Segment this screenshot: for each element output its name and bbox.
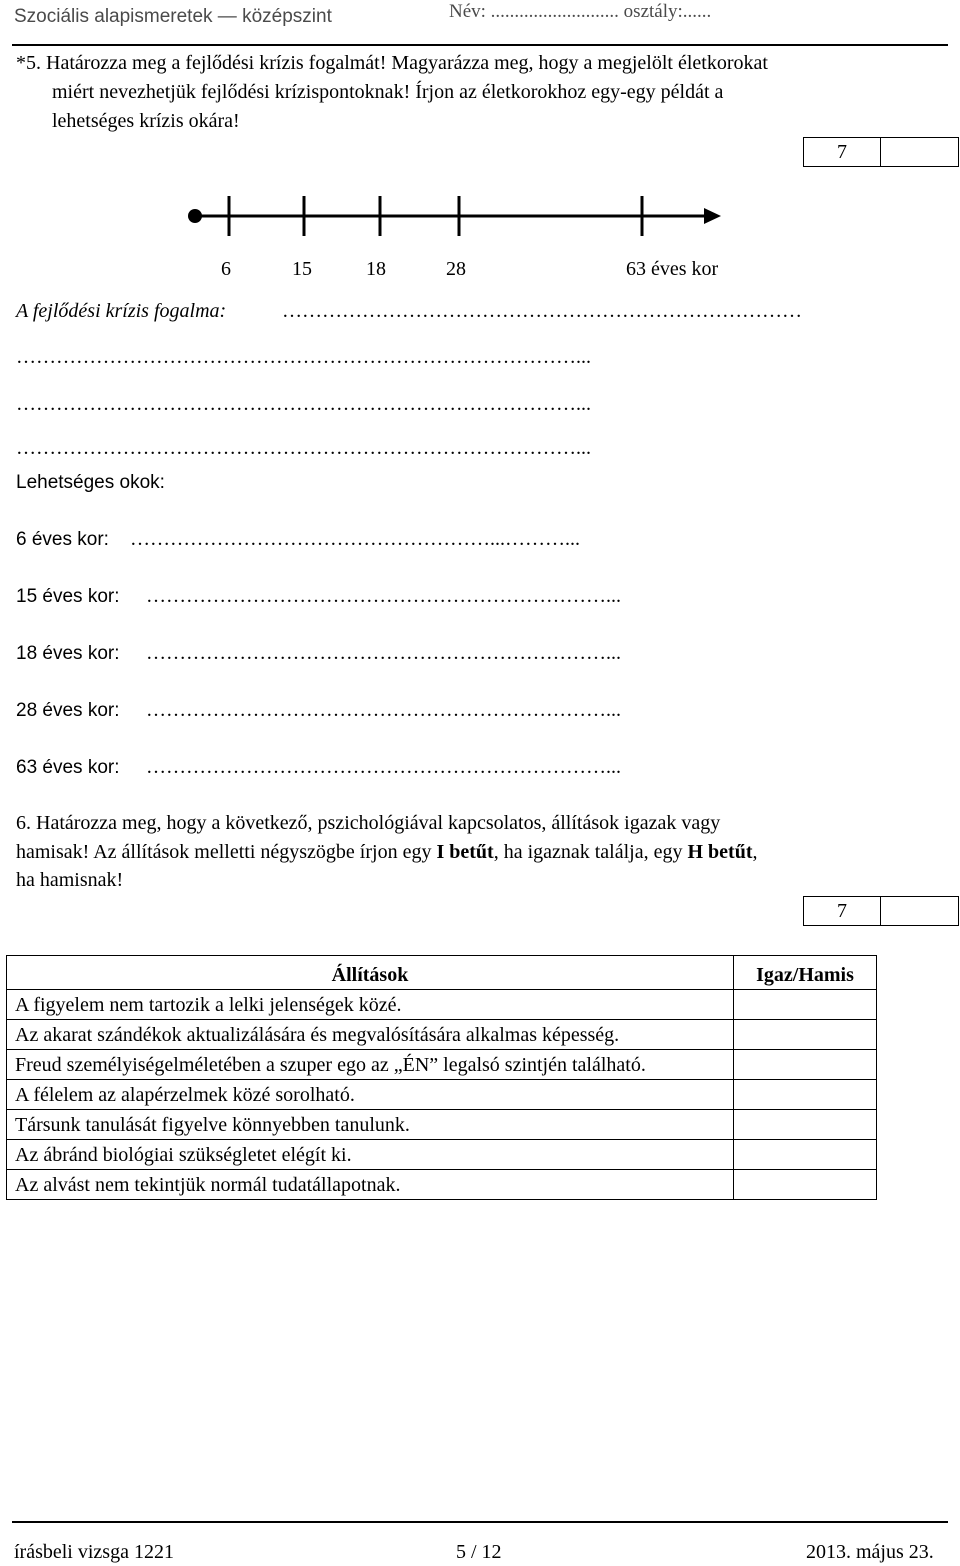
table-row [7, 1050, 877, 1080]
task5-instruction-line2: miért nevezhetjük fejlődési krízispontoknak! Írjon az életkorokhoz egy-egy példát a [52, 81, 724, 103]
task6-true-letter: I betűt [436, 841, 494, 863]
header-subject: Szociális alapismeretek — középszint [14, 6, 332, 27]
age-timeline [180, 190, 740, 242]
age-63-label: 63 éves kor: [16, 757, 120, 778]
statement-text: Társunk tanulását figyelve könnyebben tanulunk. [7, 1110, 734, 1140]
answer-cell[interactable] [734, 990, 877, 1020]
answer-cell[interactable] [734, 1080, 877, 1110]
footer-page-number: 5 / 12 [456, 1541, 502, 1563]
answer-cell[interactable] [734, 1170, 877, 1200]
timeline-label-63: 63 éves kor [626, 258, 719, 280]
task6-line2-part1: hamisak! Az állítások melletti négyszögbe írjon egy [16, 841, 437, 863]
statement-text: Az ábránd biológiai szükségletet elégít ki. [7, 1140, 734, 1170]
timeline-start-dot [188, 209, 202, 223]
age-6-answer[interactable]: ………………………………………………...………... [130, 528, 580, 550]
header-name-class: Név: ........................... osztály:...... [449, 1, 712, 22]
concept-label: A fejlődési krízis fogalma: [16, 300, 227, 322]
statement-text: Az alvást nem tekintjük normál tudatállapotnak. [7, 1170, 734, 1200]
statement-text: A figyelem nem tartozik a lelki jelenségek közé. [7, 990, 734, 1020]
statement-text: A félelem az alapérzelmek közé sorolható. [7, 1080, 734, 1110]
table-row [7, 1020, 877, 1050]
answer-cell[interactable] [734, 1140, 877, 1170]
age-18-answer[interactable]: ……………………………………………………………... [146, 642, 621, 664]
task6-score-box[interactable] [803, 896, 959, 926]
header-true-false: Igaz/Hamis [734, 956, 877, 990]
footer-rule [12, 1521, 948, 1523]
table-header-row [7, 956, 877, 990]
age-15-label: 15 éves kor: [16, 586, 120, 607]
header-rule [12, 44, 948, 46]
answer-cell[interactable] [734, 1020, 877, 1050]
task5-instruction-line1: *5. Határozza meg a fejlődési krízis fogalmát! Magyarázza meg, hogy a megjelölt életkorokat [16, 52, 768, 74]
answer-cell[interactable] [734, 1110, 877, 1140]
footer-date: 2013. május 23. [806, 1541, 934, 1563]
task6-instruction-line2 [16, 839, 758, 866]
statement-text: Freud személyiségelméletében a szuper ego az „ÉN” legalsó szintjén található. [7, 1050, 734, 1080]
age-28-label: 28 éves kor: [16, 700, 120, 721]
task6-line2-part2: , ha igaznak találja, egy [493, 841, 688, 863]
age-6-label: 6 éves kor: [16, 529, 109, 550]
table-row [7, 1110, 877, 1140]
age-28-answer[interactable]: ……………………………………………………………... [146, 699, 621, 721]
age-63-answer[interactable]: ……………………………………………………………... [146, 756, 621, 778]
task5-points: 7 [804, 138, 881, 166]
header-statements: Állítások [7, 956, 734, 990]
statements-table [6, 955, 877, 1200]
causes-label: Lehetséges okok: [16, 472, 165, 493]
table-row [7, 1140, 877, 1170]
statement-text: Az akarat szándékok aktualizálására és megvalósítására alkalmas képesség. [7, 1020, 734, 1050]
timeline-label-15: 15 [292, 258, 312, 280]
age-18-label: 18 éves kor: [16, 643, 120, 664]
task6-false-letter: H betűt [687, 841, 753, 863]
timeline-arrow-head [704, 208, 721, 224]
answer-cell[interactable] [734, 1050, 877, 1080]
task6-line2-part3: , [752, 841, 758, 863]
task6-points: 7 [804, 897, 881, 925]
footer-exam-code: írásbeli vizsga 1221 [14, 1541, 174, 1563]
task6-instruction-line1: 6. Határozza meg, hogy a következő, pszichológiával kapcsolatos, állítások igazak vagy [16, 812, 721, 834]
concept-answer-line3[interactable]: …………………………………………………………………………... [16, 393, 591, 415]
table-row [7, 990, 877, 1020]
concept-answer-line1[interactable]: …………………………………………………………………… [282, 300, 802, 322]
table-row [7, 1170, 877, 1200]
concept-answer-line2[interactable]: …………………………………………………………………………... [16, 346, 591, 368]
concept-answer-line4[interactable]: …………………………………………………………………………... [16, 437, 591, 459]
timeline-label-18: 18 [366, 258, 386, 280]
timeline-label-6: 6 [221, 258, 231, 280]
task5-score-box[interactable] [803, 137, 959, 167]
task6-instruction-line3: ha hamisnak! [16, 869, 124, 891]
age-15-answer[interactable]: ……………………………………………………………... [146, 585, 621, 607]
timeline-label-28: 28 [446, 258, 466, 280]
table-row [7, 1080, 877, 1110]
task5-instruction-line3: lehetséges krízis okára! [52, 110, 240, 132]
